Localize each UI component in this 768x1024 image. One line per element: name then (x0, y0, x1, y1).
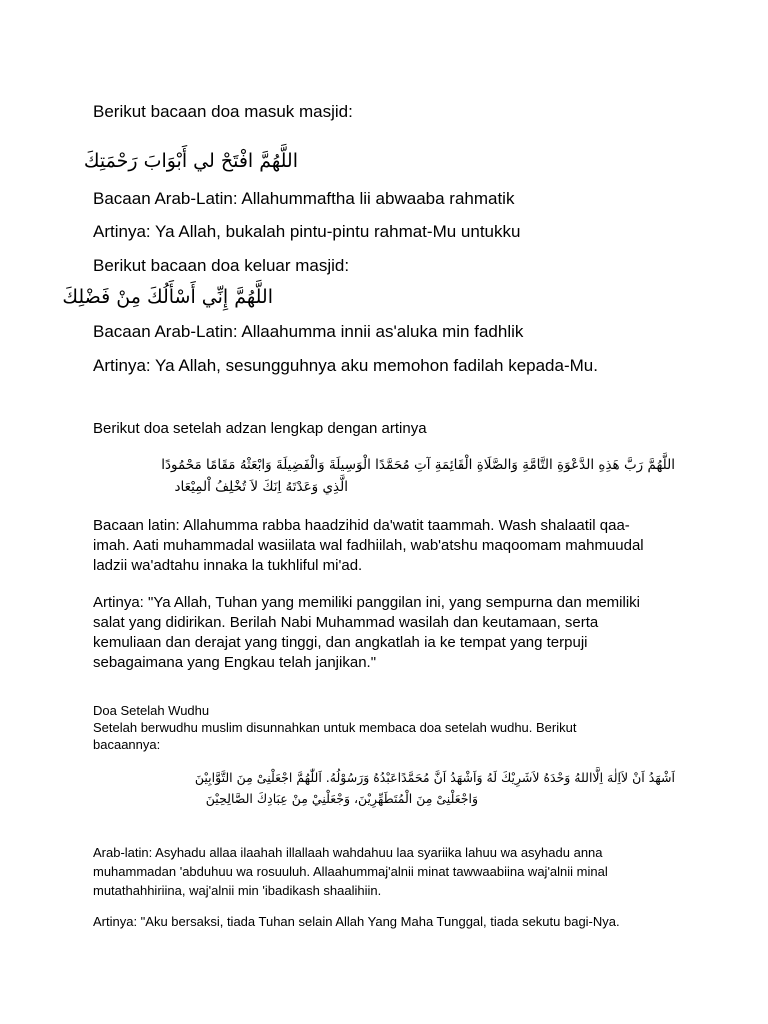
arti-doa-adzan-line: Artinya: "Ya Allah, Tuhan yang memiliki panggilan ini, yang sempurna dan memiliki (93, 594, 640, 611)
latin-doa-wudhu (93, 843, 608, 900)
arti-doa-keluar: Artinya: Ya Allah, sesungguhnya aku memohon fadilah kepada-Mu. (93, 356, 598, 375)
intro-doa-keluar: Berikut bacaan doa keluar masjid: (93, 256, 350, 275)
latin-doa-adzan-line: imah. Aati muhammadal wasiilata wal fadhiilah, wab'atshu maqoomam mahmuudal (93, 537, 644, 554)
arabic-doa-adzan-line1: اللَّهُمَّ رَبَّ هَذِهِ الدَّعْوَةِ التَّامَّةِ وَالصَّلَاةِ الْقَائِمَةِ آتِ مُحَمَّدًا الْوَسِيلَةَ وَالْفَضِيلَةَ وَابْعَثْهُ مَقَامًا مَحْمُودًا (161, 457, 675, 473)
arabic-doa-adzan-line2: الَّذِي وَعَدْتَهُ اِنَكَ لاَ تُخْلِفُ اْلمِيْعَاد (174, 479, 348, 495)
latin-doa-masuk: Bacaan Arab-Latin: Allahummaftha lii abwaaba rahmatik (93, 189, 515, 208)
arti-doa-adzan-line: sebagaimana yang Engkau telah janjikan." (93, 654, 377, 671)
arti-doa-adzan (93, 593, 640, 673)
arabic-doa-masuk: اللَّهُمَّ افْتَحْ لي أَبْوَابَ رَحْمَتِكَ (83, 150, 298, 172)
heading-doa-wudhu: Doa Setelah Wudhu (93, 703, 210, 718)
arti-doa-wudhu: Artinya: "Aku bersaksi, tiada Tuhan selain Allah Yang Maha Tunggal, tiada sekutu bagi-Nya. (93, 914, 620, 929)
arti-doa-masuk: Artinya: Ya Allah, bukalah pintu-pintu rahmat-Mu untukku (93, 222, 521, 241)
latin-doa-keluar: Bacaan Arab-Latin: Allaahumma innii as'aluka min fadhlik (93, 322, 524, 341)
heading-doa-adzan: Berikut doa setelah adzan lengkap dengan artinya (93, 420, 427, 437)
arti-doa-adzan-line: kemuliaan dan derajat yang tinggi, dan angkatlah ia ke tempat yang terpuji (93, 634, 588, 651)
arti-doa-adzan-line: salat yang didirikan. Berilah Nabi Muhammad wasilah dan keutamaan, serta (93, 614, 599, 631)
arabic-doa-keluar: اللَّهُمَّ إِنِّي أَسْأَلُكَ مِنْ فَضْلِكَ (62, 286, 273, 308)
latin-doa-wudhu-line: Arab-latin: Asyhadu allaa ilaahah illallaah wahdahuu laa syariika lahuu wa asyhadu anna (93, 845, 603, 860)
intro-doa-masuk: Berikut bacaan doa masuk masjid: (93, 102, 353, 121)
latin-doa-wudhu-line: mutathahhiriina, waj'alnii min 'ibadikash shaalihiin. (93, 883, 382, 898)
intro-doa-wudhu (93, 719, 576, 753)
latin-doa-adzan (93, 516, 644, 576)
intro-doa-wudhu-line: Setelah berwudhu muslim disunnahkan untuk membaca doa setelah wudhu. Berikut (93, 720, 577, 735)
arabic-doa-wudhu-line1: اَشْهَدُ اَنْ لاَاِلٰهَ اِلَّااللهُ وَحْدَهُ لاَشَرِيْكَ لَهُ وَاَشْهَدُ اَنَّ مُحَمَّدًاعَبْدُهُ وَرَسُوْلُهُ. اَللّٰهُمَّ اجْعَلْنِىْ مِنَ التَّوَّابِيْنَ (194, 770, 675, 785)
intro-doa-wudhu-line: bacaannya: (93, 737, 161, 752)
latin-doa-adzan-line: Bacaan latin: Allahumma rabba haadzihid da'watit taammah. Wash shalaatil qaa- (93, 517, 630, 534)
arabic-doa-wudhu-line2: وَاجْعَلْنِىْ مِنَ الْمُتَطَهِّرِيْنَ، وَجْعَلْنِيْ مِنْ عِبَادِكَ الصَّالِحِيْنَ (205, 791, 478, 806)
latin-doa-wudhu-line: muhammadan 'abduhuu wa rosuuluh. Allaahummaj'alnii minat tawwaabiina waj'alnii minal (93, 864, 608, 879)
latin-doa-adzan-line: ladzii wa'adtahu innaka la tukhliful mi'ad. (93, 557, 363, 574)
